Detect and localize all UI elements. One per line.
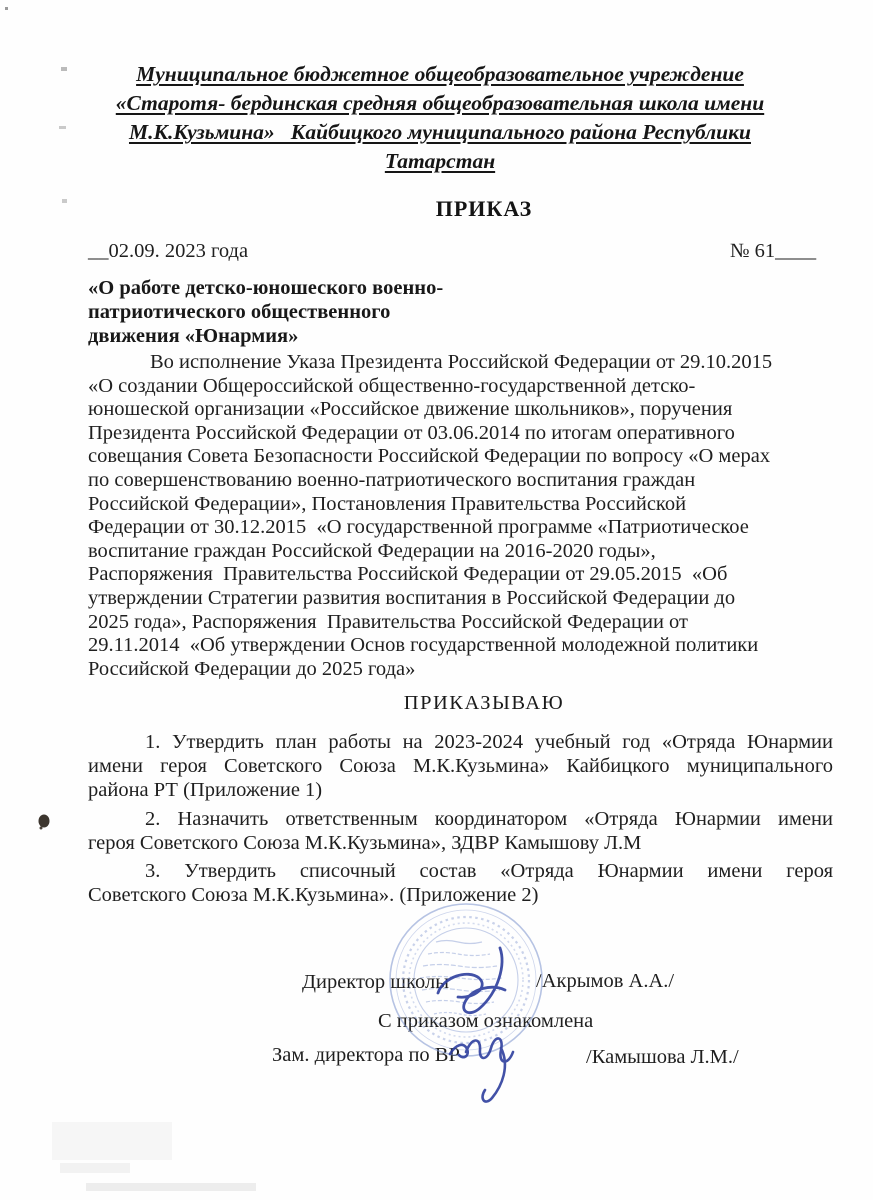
letterhead-line: Татарстан bbox=[384, 149, 496, 173]
item-line: 1. Утвердить план работы на 2023-2024 учебный год «Отряда Юнармии bbox=[145, 731, 833, 753]
acknowledgement-text: С приказом ознакомлена bbox=[378, 1010, 594, 1032]
order-item-3 bbox=[88, 859, 833, 907]
order-item-1 bbox=[88, 730, 833, 803]
body-line: Во исполнение Указа Президента Российской Федерации от 29.10.2015 bbox=[150, 351, 773, 373]
item-line: героя Советского Союза М.К.Кузьмина», ЗДВР Камышову Л.М bbox=[88, 831, 642, 854]
item-line: района РТ (Приложение 1) bbox=[88, 779, 323, 802]
subject-line: «О работе детско-юношеского военно- bbox=[88, 277, 444, 299]
order-item-2 bbox=[88, 807, 833, 855]
order-date: __02.09. 2023 года bbox=[88, 240, 249, 262]
deputy-label: Зам. директора по ВР bbox=[272, 1044, 460, 1066]
body-line: совещания Совета Безопасности Российской Федерации по вопросу «О мерах bbox=[88, 445, 771, 468]
body-line: юношеской организации «Российское движение школьников», поручения bbox=[88, 398, 733, 421]
letterhead-line: Муниципальное бюджетное общеобразовательное учреждение bbox=[136, 62, 744, 86]
body-line: по совершенствованию военно-патриотического воспитания граждан bbox=[88, 468, 696, 491]
director-name: /Акрымов А.А./ bbox=[536, 970, 675, 992]
letterhead-line: М.К.Кузьмина» Кайбицкого муниципального района Республики bbox=[128, 120, 751, 144]
body-line: воспитание граждан Российской Федерации на 2016-2020 годы», bbox=[88, 539, 656, 562]
body-line: Президента Российской Федерации от 03.06.2014 по итогам оперативного bbox=[88, 421, 735, 444]
item-line: 2. Назначить ответственным координатором «Отряда Юнармии имени bbox=[145, 807, 833, 830]
director-label: Директор школы bbox=[302, 971, 449, 993]
letterhead-line: «Старотя- бердинская средняя общеобразовательная школа имени bbox=[115, 91, 765, 115]
body-line: Распоряжения Правительства Российской Федерации от 29.05.2015 «Об bbox=[88, 563, 728, 586]
order-subject bbox=[88, 276, 443, 348]
school-letterhead bbox=[105, 60, 775, 176]
body-line: Федерации от 30.12.2015 «О государственной программе «Патриотическое bbox=[88, 516, 749, 539]
subject-line: движения «Юнармия» bbox=[88, 325, 299, 347]
item-line: Советского Союза М.К.Кузьмина». (Приложение 2) bbox=[88, 884, 539, 907]
resolution-word: ПРИКАЗЫВАЮ bbox=[403, 692, 565, 714]
subject-line: патриотического общественного bbox=[88, 301, 391, 323]
body-line: 2025 года», Распоряжения Правительства Российской Федерации от bbox=[88, 610, 688, 633]
date-number-row bbox=[88, 240, 833, 263]
order-items bbox=[88, 730, 833, 911]
body-line: Российской Федерации до 2025 года» bbox=[88, 657, 416, 680]
order-preamble bbox=[88, 351, 833, 681]
body-line: «О создании Общероссийской общественно-государственной детско- bbox=[88, 374, 696, 397]
order-number: № 61____ bbox=[730, 240, 817, 262]
order-title: ПРИКАЗ bbox=[435, 196, 533, 221]
body-line: утверждении Стратегии развития воспитания в Российской Федерации до bbox=[88, 586, 736, 609]
body-line: 29.11.2014 «Об утверждении Основ государственной молодежной политики bbox=[88, 634, 759, 657]
body-line: Российской Федерации», Постановления Правительства Российской bbox=[88, 492, 687, 515]
deputy-name: /Камышова Л.М./ bbox=[586, 1046, 739, 1068]
item-line: имени героя Советского Союза М.К.Кузьмина» Кайбицкого муниципального bbox=[88, 755, 833, 778]
item-line: 3. Утвердить списочный состав «Отряда Юнармии имени героя bbox=[145, 860, 833, 883]
